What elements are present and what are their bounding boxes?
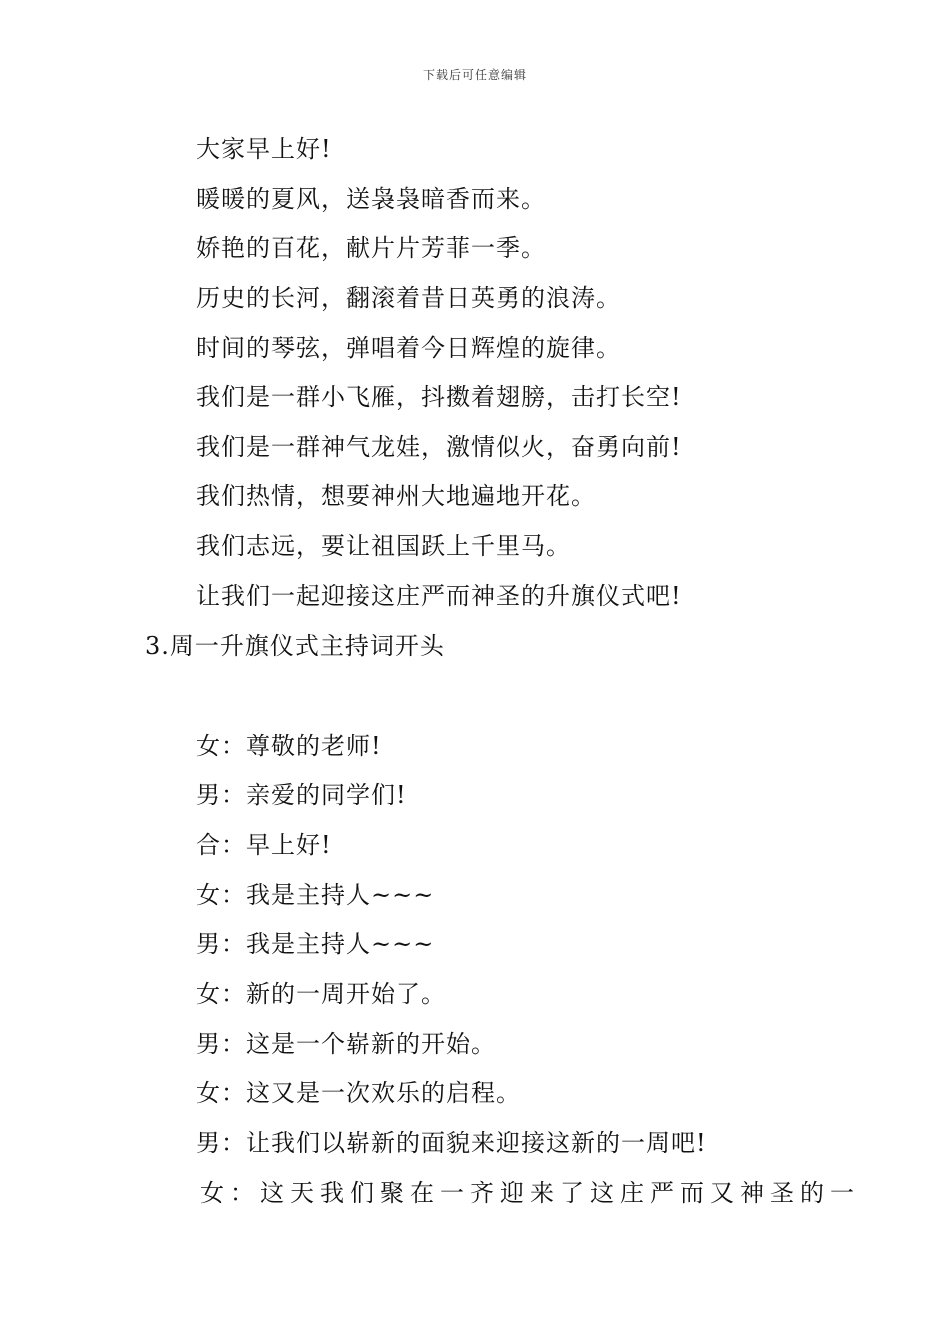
- intro-line: 暖暖的夏风，送袅袅暗香而来。: [196, 185, 546, 213]
- intro-line: 我们是一群小飞雁，抖擞着翅膀，击打长空!: [196, 383, 682, 411]
- dialogue-line: 合：早上好!: [196, 831, 332, 859]
- intro-line: 娇艳的百花，献片片芳菲一季。: [196, 234, 546, 262]
- dialogue-line: 女：新的一周开始了。: [196, 980, 446, 1008]
- intro-line: 我们热情，想要神州大地遍地开花。: [196, 482, 596, 510]
- intro-line: 大家早上好!: [196, 135, 332, 163]
- dialogue-line: 男：亲爱的同学们!: [196, 781, 407, 809]
- dialogue-line: 女：我是主持人~~~: [196, 881, 435, 909]
- dialogue-line: 男：我是主持人~~~: [196, 930, 435, 958]
- dialogue-line: 男：这是一个崭新的开始。: [196, 1030, 496, 1058]
- intro-line: 我们志远，要让祖国跃上千里马。: [196, 532, 571, 560]
- dialogue-line: 女：尊敬的老师!: [196, 732, 382, 760]
- intro-line: 历史的长河，翻滚着昔日英勇的浪涛。: [196, 284, 621, 312]
- intro-line: 让我们一起迎接这庄严而神圣的升旗仪式吧!: [196, 582, 682, 610]
- dialogue-line: 男：让我们以崭新的面貌来迎接这新的一周吧!: [196, 1129, 707, 1157]
- page-header: 下载后可任意编辑: [422, 68, 527, 82]
- intro-line: 我们是一群神气龙娃，激情似火，奋勇向前!: [196, 433, 682, 461]
- dialogue-line: 女：这又是一次欢乐的启程。: [196, 1079, 521, 1107]
- intro-line: 时间的琴弦，弹唱着今日辉煌的旋律。: [196, 334, 621, 362]
- section-heading: 3.周一升旗仪式主持词开头: [145, 632, 445, 660]
- dialogue-line: 女：这天我们聚在一齐迎来了这庄严而又神圣的一: [200, 1179, 860, 1207]
